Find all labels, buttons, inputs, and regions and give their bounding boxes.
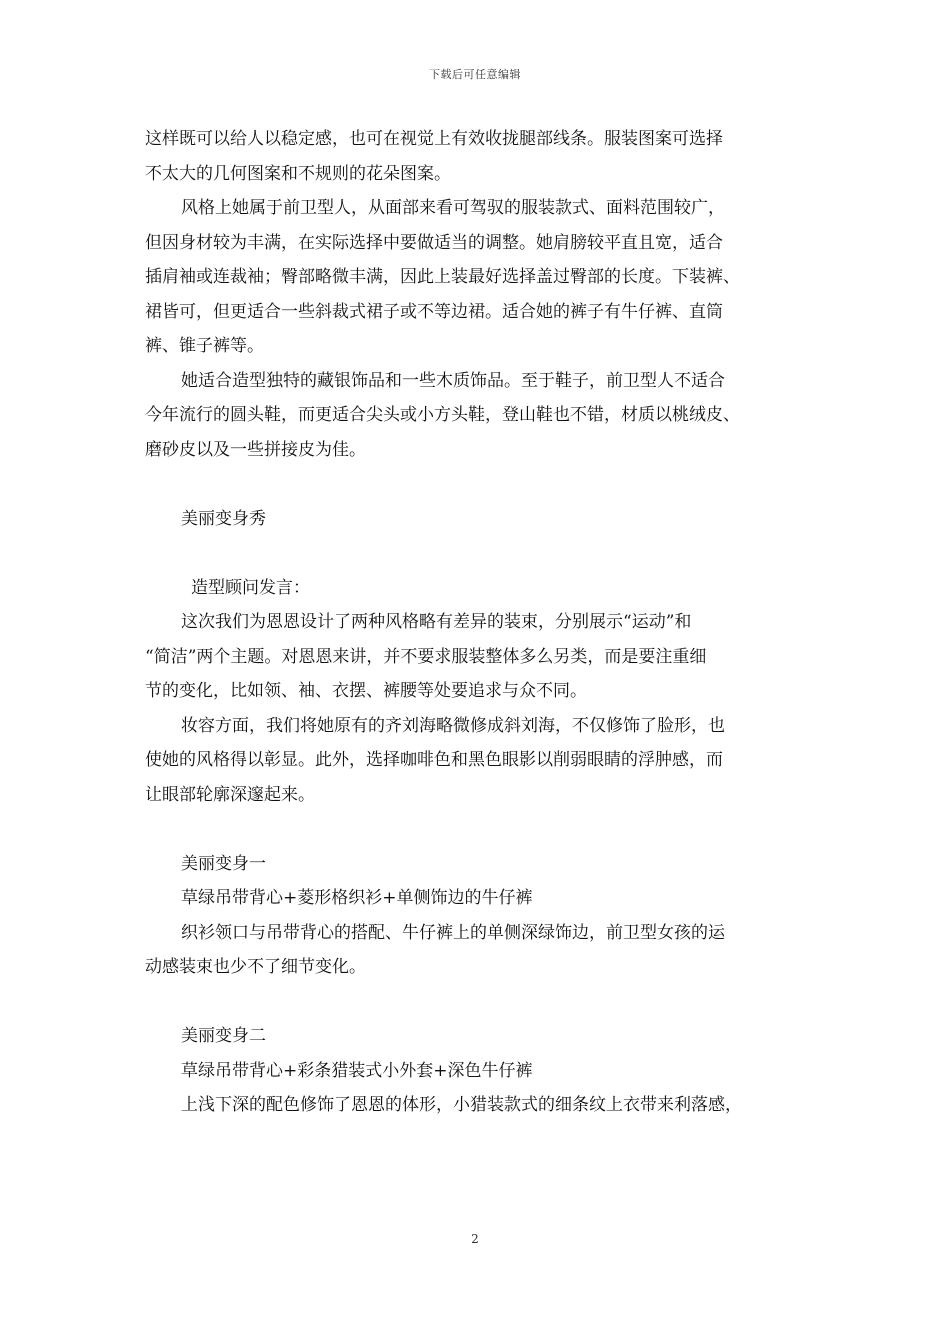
text-line: 她适合造型独特的藏银饰品和一些木质饰品。至于鞋子，前卫型人不适合 — [181, 370, 725, 391]
text-line: 织衫领口与吊带背心的搭配、牛仔裤上的单侧深绿饰边，前卫型女孩的运 — [181, 922, 725, 943]
blank-line — [145, 536, 825, 571]
section-heading: 美丽变身二 — [181, 1026, 266, 1046]
page-header: 下载后可任意编辑 — [429, 68, 521, 81]
blank-line — [145, 467, 825, 502]
text-line: 但因身材较为丰满，在实际选择中要做适当的调整。她肩膀较平直且宽，适合 — [145, 232, 723, 253]
blank-line — [145, 985, 825, 1020]
text-line: 这样既可以给人以稳定感，也可在视觉上有效收拢腿部线条。服装图案可选择 — [145, 129, 723, 149]
text-line: 使她的风格得以彰显。此外，选择咖啡色和黑色眼影以削弱眼睛的浮肿感，而 — [145, 750, 723, 770]
text-line: 不太大的几何图案和不规则的花朵图案。 — [145, 163, 451, 184]
document-body — [145, 122, 825, 1123]
page-number: 2 — [471, 1232, 479, 1246]
text-line: 这次我们为恩恩设计了两种风格略有差异的装束，分别展示“运动”和 — [181, 612, 692, 632]
text-line: 让眼部轮廓深邃起来。 — [145, 784, 315, 805]
section-heading: 美丽变身一 — [181, 853, 266, 874]
section-heading: 美丽变身秀 — [181, 508, 266, 529]
text-line: 节的变化，比如领、袖、衣摆、裤腰等处要追求与众不同。 — [145, 681, 587, 701]
text-line: 动感装束也少不了细节变化。 — [145, 957, 366, 977]
text-line: 插肩袖或连裁袖；臀部略微丰满，因此上装最好选择盖过臀部的长度。下装裤、 — [145, 267, 740, 287]
section-heading: 造型顾问发言： — [191, 577, 310, 598]
text-line: 裤、锥子裤等。 — [145, 336, 264, 356]
text-line: 上浅下深的配色修饰了恩恩的体形，小猎装款式的细条纹上衣带来利落感， — [181, 1095, 742, 1115]
text-line: 裙皆可，但更适合一些斜裁式裙子或不等边裙。适合她的裤子有牛仔裤、直筒 — [145, 301, 723, 322]
text-line: 妆容方面，我们将她原有的齐刘海略微修成斜刘海，不仅修饰了脸形，也 — [181, 715, 725, 736]
text-line: 今年流行的圆头鞋，而更适合尖头或小方头鞋，登山鞋也不错，材质以桃绒皮、 — [145, 405, 740, 425]
text-line: 草绿吊带背心+彩条猎装式小外套+深色牛仔裤 — [181, 1060, 533, 1081]
text-line: 风格上她属于前卫型人，从面部来看可驾驭的服装款式、面料范围较广， — [181, 198, 725, 218]
text-line: “简洁”两个主题。对恩恩来讲，并不要求服装整体多么另类，而是要注重细 — [145, 646, 707, 667]
text-line: 草绿吊带背心+菱形格织衫+单侧饰边的牛仔裤 — [181, 888, 533, 908]
blank-line — [145, 812, 825, 847]
text-line: 磨砂皮以及一些拼接皮为佳。 — [145, 439, 366, 460]
